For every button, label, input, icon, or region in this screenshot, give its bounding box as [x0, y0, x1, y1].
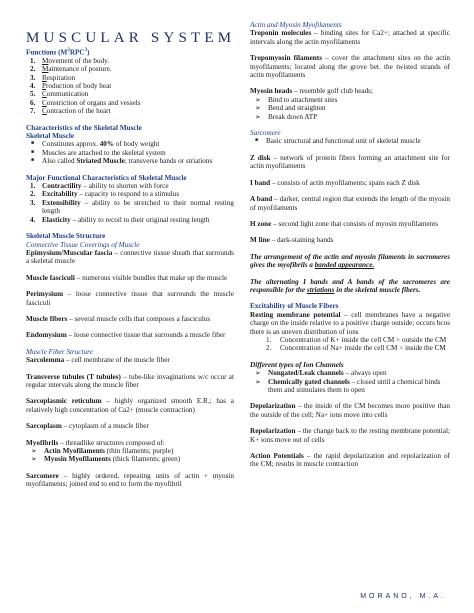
- definition-paragraph: [26, 315, 234, 323]
- term: M line: [250, 236, 270, 245]
- list-text: of body weight: [114, 140, 160, 149]
- list-text: (thin filaments; purple): [104, 447, 174, 456]
- ion-channels-heading: Different types of Ion Channels: [250, 360, 344, 369]
- list-text: (thick filaments; green): [110, 455, 181, 464]
- characteristics-heading: Characteristics of the Skeletal Muscle: [26, 123, 142, 132]
- list-item: [26, 57, 234, 65]
- list-number: 1.: [30, 56, 36, 65]
- list-item: [26, 190, 234, 198]
- list-text: – always open: [343, 369, 387, 378]
- definition: – several muscle cells that composes a fasciculus: [67, 314, 211, 323]
- list-number: 4.: [30, 82, 36, 91]
- bullet-icon: ■: [31, 141, 35, 147]
- definition-paragraph: [26, 290, 234, 307]
- resting-potential-paragraph: Resting membrane potential – cell membranes have a negative charge on the inside relative to a positive charge outside; occurs bcos there is an uneven distribution of ions: [250, 310, 451, 336]
- list-number: 1.: [30, 182, 36, 191]
- excitability-heading: Excitability of Muscle Fibers: [250, 302, 339, 311]
- list-bold: Actin Myofilaments: [44, 447, 105, 456]
- action-potentials-paragraph: Action Potentials – the rapid depolarization and repolarization of the CM; results in muscle contraction: [250, 452, 450, 469]
- right-column: [250, 21, 450, 469]
- arrow-bullet-icon: ➢: [255, 112, 261, 121]
- sarcomere-heading: Sarcomere: [250, 129, 281, 138]
- term: I band: [250, 178, 271, 187]
- list-text: espiration: [46, 73, 76, 82]
- bullet-icon: ■: [31, 158, 35, 164]
- list-item: [250, 113, 450, 121]
- definition: – cytoplasm of a muscle fiber: [61, 422, 149, 431]
- list-number: 5.: [30, 90, 36, 99]
- sarcomere-zones: [250, 154, 450, 253]
- list-number: 3.: [30, 73, 36, 82]
- connective-tissue-paragraphs: [26, 249, 234, 348]
- resting-potential-list: [250, 336, 450, 353]
- list-item: [26, 99, 234, 107]
- list-text: – capacity to respond to a stimulus: [77, 190, 180, 199]
- initial-letter: M: [42, 65, 49, 74]
- arrow-bullet-icon: ➢: [255, 369, 261, 378]
- sarcomere-paragraph: Sarcomere – highly ordered, repeating units of actin + myosin myofilaments; joined end to end to form the myofibril: [26, 471, 234, 489]
- term: Sarcolemma: [26, 356, 65, 365]
- myofibrils-list: [26, 447, 234, 464]
- definition-paragraph: [26, 249, 234, 266]
- myofibrils-paragraph: Myofibrils – threadlike structures composed of:: [26, 438, 165, 447]
- definition-paragraph: [26, 331, 234, 339]
- initial-letter: M: [42, 56, 49, 65]
- list-text: onstriction of organs and vessels: [46, 98, 141, 107]
- definition-paragraph: [250, 179, 450, 187]
- page-title: MUSCULAR SYSTEM: [26, 30, 236, 46]
- fiber-structure-heading: Muscle Fiber Structure: [26, 347, 93, 356]
- definition-paragraph: [26, 356, 234, 364]
- list-item: [26, 216, 234, 224]
- definition: – highly organized smooth E.R.; has a relatively high concentration of Ca2+ (muscle contraction): [26, 397, 234, 414]
- term: Z disk: [250, 153, 271, 162]
- functions-heading: Functions $(M^2RPC^3)$: [26, 48, 90, 57]
- list-number: 3.: [30, 198, 36, 207]
- repolarization-paragraph: Repolarization – the change back to the resting membrane potential; K+ ions move out of cells: [250, 427, 450, 444]
- list-text: ommunication: [46, 90, 89, 99]
- list-number: 2.: [30, 65, 36, 74]
- definition: – numerous visible bundles that make up the muscle: [74, 273, 228, 282]
- definition: – network of protein fibers forming an attachment site for actin myofilaments: [250, 153, 450, 171]
- left-column: [26, 47, 234, 489]
- list-text: – ability to be stretched to their normal resting length: [42, 198, 234, 216]
- arrow-bullet-icon: ➢: [255, 95, 261, 104]
- term: Perimysium: [26, 290, 64, 299]
- list-item: [26, 74, 234, 82]
- definition-paragraph: [26, 422, 234, 430]
- term: Endomysium: [26, 331, 67, 340]
- term: Muscle fasciculi: [26, 273, 75, 282]
- list-text: Bend and straighten: [268, 104, 326, 113]
- list-item: [26, 455, 234, 463]
- list-text: ontraction of the heart: [46, 107, 111, 116]
- arrow-bullet-icon: ➢: [255, 377, 261, 386]
- list-text: ovement of the body.: [48, 56, 110, 65]
- term: Epimysium/Muscular fascia: [26, 248, 113, 257]
- list-number: 2.: [266, 344, 272, 353]
- definition: – cell membrane of the muscle fiber: [64, 356, 170, 365]
- list-text: roduction of body heat: [46, 82, 112, 91]
- list-bold: 40%: [99, 140, 115, 149]
- list-number: 1.: [266, 335, 272, 344]
- characteristics-list: [26, 140, 234, 165]
- list-bold: Nongated/Leak channels: [268, 369, 344, 378]
- list-text: Concentration of K+ inside the cell CM > outside the CM: [280, 335, 447, 344]
- troponin-paragraph: Troponin molecules – binding sites for Ca2+; attached at specific intervals along the actin myofilaments: [250, 29, 450, 46]
- definition: – loose connective tissue that surrounds a muscle fiber: [66, 331, 226, 340]
- definition-paragraph: [250, 236, 450, 244]
- depolarization-paragraph: Depolarization – the inside of the CM becomes more positive than the outside of the cell; Na+ ions move into cells: [250, 402, 450, 419]
- list-text: – ability to shorten with force: [81, 182, 169, 191]
- definition: – consists of actin myofilaments; spans each Z disk: [270, 178, 420, 187]
- list-text: – closed until a chemical binds them and stimulates them to open: [268, 377, 441, 394]
- list-item: [250, 378, 450, 395]
- list-bold: Chemically gated channels: [268, 377, 350, 386]
- functional-characteristics-list: [26, 182, 234, 224]
- definition-paragraph: [250, 195, 450, 212]
- initial-letter: C: [42, 107, 47, 116]
- definition-paragraph: [26, 274, 234, 282]
- definition: – second light zone that consists of myosin myofilaments: [271, 219, 439, 228]
- list-item: [250, 96, 450, 104]
- banded-note: The arrangement of the actin and myosin filaments in sacromeres gives the myofibrils a banded appearance.: [250, 252, 450, 270]
- definition-paragraph: [250, 154, 450, 171]
- list-text: Muscles are attached to the skeletal system: [42, 148, 166, 157]
- list-item: [26, 107, 234, 115]
- list-text: aintenance of posture.: [48, 65, 112, 74]
- list-text: Bind to attachment sites: [268, 95, 338, 104]
- definition: – tube-like invaginations w/c occur at regular intervals along the muscle fiber: [26, 372, 234, 389]
- initial-letter: C: [42, 98, 47, 107]
- list-text: Constitutes approx.: [42, 140, 100, 149]
- list-item: [26, 82, 234, 90]
- arrow-bullet-icon: ➢: [255, 104, 261, 113]
- ion-channels-list: [250, 369, 450, 394]
- list-item: [250, 369, 450, 377]
- list-number: 4.: [30, 215, 36, 224]
- list-item: [26, 199, 234, 216]
- list-item: [26, 65, 234, 73]
- bullet-icon: ■: [255, 138, 259, 144]
- list-text: Break down ATP: [268, 112, 318, 121]
- list-item: [26, 447, 234, 455]
- functions-list: [26, 57, 234, 116]
- bullet-icon: ■: [31, 149, 35, 155]
- list-bold: Myosin Myofilaments: [44, 455, 111, 464]
- list-item: ■ Basic structural and functional unit of skeletal muscle: [255, 137, 421, 146]
- definition: – dark-staining bands: [269, 236, 334, 245]
- list-bold: Elasticity: [42, 215, 71, 224]
- list-item: [26, 182, 234, 190]
- list-item: [26, 140, 234, 148]
- list-item: [26, 90, 234, 98]
- term: Transverse tubules (T tubules): [26, 372, 121, 381]
- skeletal-muscle-heading: Skeletal Muscle: [26, 132, 75, 141]
- list-item: [26, 149, 234, 157]
- list-bold: Extensibility: [42, 198, 81, 207]
- definition-paragraph: [250, 220, 450, 228]
- list-item: [26, 157, 234, 165]
- term: Muscle fibers: [26, 314, 68, 323]
- list-number: 2.: [30, 190, 36, 199]
- list-item: [250, 104, 450, 112]
- definition: – loose connective tissue that surrounds the muscle fasciculi: [26, 290, 234, 307]
- term: A band: [250, 195, 273, 204]
- myosin-heads-paragraph: Myosin heads – resemble golf club heads;: [250, 87, 373, 96]
- sarcomere-list: [250, 137, 450, 145]
- actin-myosin-heading: Actin and Myosin Myofilaments: [250, 21, 342, 29]
- list-bold: Contractility: [42, 182, 82, 191]
- list-number: 7.: [30, 107, 36, 116]
- definition-paragraph: [26, 373, 234, 390]
- term: Sarcoplasmic reticulum: [26, 397, 102, 406]
- list-number: 6.: [30, 98, 36, 107]
- list-text: Concentration of Na+ inside the cell CM > inside the CM: [280, 344, 446, 353]
- structure-heading: Skeletal Muscle Structure: [26, 232, 106, 241]
- list-item: [250, 344, 450, 352]
- tropomyosin-paragraph: Tropomyosin filaments – cover the attachment sites on the actin myofilaments; located along the grove bet. the twisted strands of actin myofilaments: [250, 54, 450, 80]
- list-text: – ability to recoil to their original resting length: [70, 215, 210, 224]
- arrow-bullet-icon: ➢: [31, 455, 37, 464]
- term: H zone: [250, 219, 272, 228]
- definition: – connective tissue sheath that surrounds a skeletal muscle: [26, 248, 234, 266]
- term: Sarcoplasm: [26, 422, 62, 431]
- fiber-structure-paragraphs: [26, 356, 234, 438]
- striations-note: The alternating I bands and A bands of the sacromeres are responsible for the striations in the skeletal muscle fibers.: [250, 277, 450, 294]
- list-bold: Striated Muscle: [76, 157, 125, 166]
- connective-tissue-subheading: Connective Tissue Coverings of Muscle: [26, 240, 140, 249]
- initial-letter: C: [42, 90, 47, 99]
- myosin-heads-list: [250, 96, 450, 121]
- definition: – darker, central region that extends the length of the myosin of myofilaments: [250, 195, 450, 212]
- list-bold: Excitability: [42, 190, 78, 199]
- list-text: ; transverse bands or striations: [124, 157, 213, 166]
- initial-letter: R: [42, 73, 47, 82]
- list-item: [250, 336, 450, 344]
- functional-characteristics-heading: Major Functional Characteristics of Skeletal Muscle: [26, 173, 187, 182]
- initial-letter: P: [42, 82, 46, 91]
- arrow-bullet-icon: ➢: [31, 447, 37, 456]
- list-text: Also called: [42, 157, 77, 166]
- definition-paragraph: [26, 397, 234, 414]
- author-footer: MORANO, M.A.: [360, 593, 446, 600]
